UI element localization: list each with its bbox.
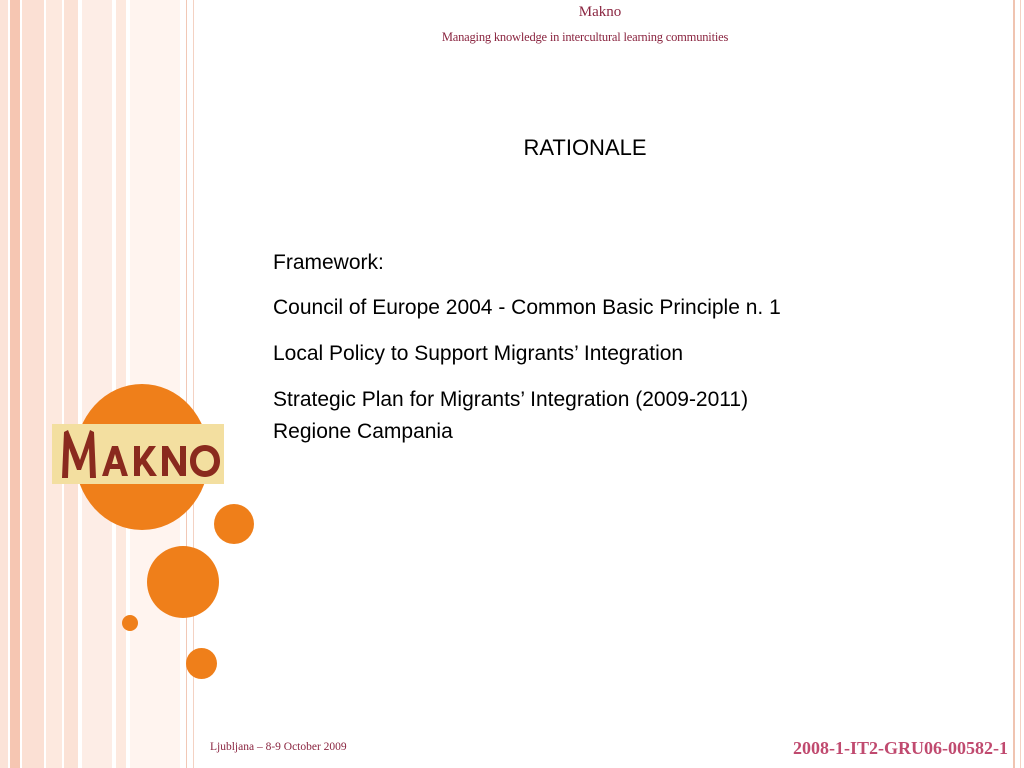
content-line: Regione Campania bbox=[273, 420, 453, 443]
decorative-circle bbox=[214, 504, 254, 544]
makno-logo bbox=[52, 424, 224, 484]
footer-project-code: 2008-1-IT2-GRU06-00582-1 bbox=[793, 738, 1008, 758]
divider-line bbox=[186, 0, 187, 768]
decorative-stripe bbox=[82, 0, 112, 768]
content-line: Framework: bbox=[273, 251, 384, 274]
decorative-stripe bbox=[64, 0, 78, 768]
decorative-stripe bbox=[22, 0, 44, 768]
frame-border-right bbox=[1013, 0, 1015, 768]
slide-heading: RATIONALE bbox=[523, 135, 647, 160]
footer-date-location: Ljubljana – 8-9 October 2009 bbox=[210, 741, 347, 753]
decorative-stripe bbox=[116, 0, 126, 768]
decorative-circle bbox=[147, 546, 219, 618]
slide-content bbox=[273, 248, 973, 447]
content-line: Strategic Plan for Migrants’ Integration (2009-2011) bbox=[273, 388, 749, 411]
decorative-stripe bbox=[46, 0, 62, 768]
content-line: Council of Europe 2004 - Common Basic Principle n. 1 bbox=[273, 296, 781, 319]
decorative-stripe bbox=[0, 0, 8, 768]
makno-logo-mark bbox=[52, 424, 224, 484]
frame-border-right bbox=[1020, 0, 1021, 768]
header-title: Makno bbox=[578, 4, 622, 20]
header-subtitle: Managing knowledge in intercultural learning communities bbox=[441, 30, 729, 44]
decorative-stripe bbox=[10, 0, 20, 768]
decorative-circle-small bbox=[122, 615, 138, 631]
content-line: Local Policy to Support Migrants’ Integration bbox=[273, 342, 684, 365]
decorative-circle bbox=[186, 648, 217, 679]
